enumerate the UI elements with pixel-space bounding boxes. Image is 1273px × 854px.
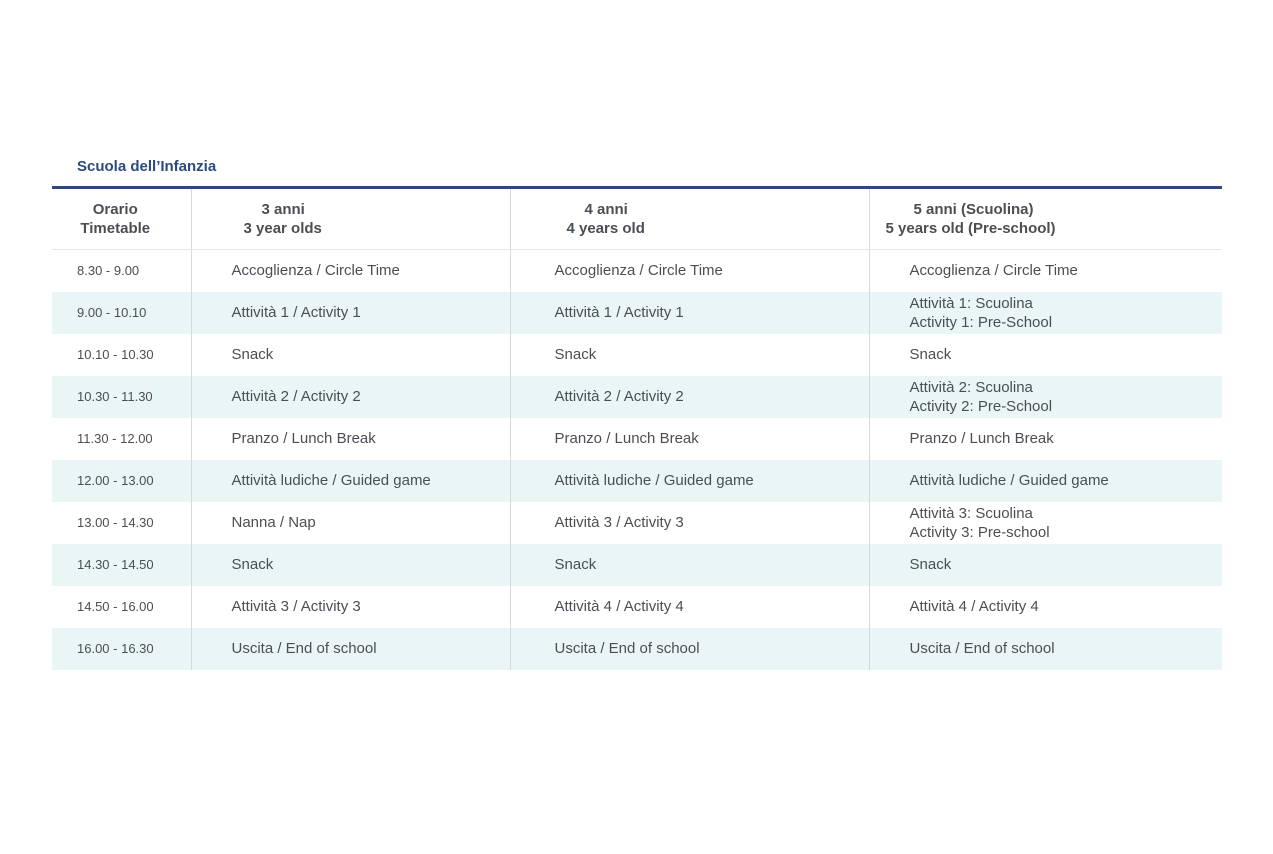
activity-5yo-cell [869, 502, 1222, 544]
time-cell: 14.30 - 14.50 [52, 544, 191, 586]
activity-4yo-cell: Accoglienza / Circle Time [510, 250, 869, 292]
header-5yo [869, 189, 1222, 250]
header-3yo-en: 3 year olds [243, 220, 322, 237]
activity-3yo-cell: Pranzo / Lunch Break [191, 418, 510, 460]
time-cell: 8.30 - 9.00 [77, 263, 140, 279]
activity-4yo-cell: Snack [510, 544, 869, 586]
activity-5yo-cell [869, 460, 1222, 502]
activity-3yo-cell: Snack [191, 334, 510, 376]
header-3yo-it: 3 anni [261, 201, 305, 218]
activity-5yo-cell [869, 544, 1222, 586]
time-cell: 12.00 - 13.00 [52, 460, 191, 502]
table-row [52, 376, 1222, 418]
header-row [52, 189, 1222, 250]
table-row [52, 586, 1222, 628]
activity-4yo-cell: Pranzo / Lunch Break [510, 418, 869, 460]
table-row [52, 250, 1222, 292]
section-title: Scuola dell’Infanzia [77, 158, 217, 175]
activity-3yo-cell: Nanna / Nap [191, 502, 510, 544]
table-row [52, 460, 1222, 502]
activity-5yo-cell [869, 628, 1222, 670]
time-cell: 11.30 - 12.00 [77, 431, 153, 446]
time-cell: 10.10 - 10.30 [77, 347, 154, 362]
activity-4yo-cell: Attività 1 / Activity 1 [510, 292, 869, 334]
header-5yo-it: 5 anni (Scuolina) [913, 201, 1034, 218]
activity-5yo-cell [869, 250, 1222, 292]
time-cell: 16.00 - 16.30 [52, 628, 191, 670]
activity-3yo-cell: Snack [191, 544, 510, 586]
activity-4yo-cell: Attività ludiche / Guided game [510, 460, 869, 502]
time-cell: 10.30 - 11.30 [52, 376, 191, 418]
activity-5yo-line: Attività 1: Scuolina [909, 294, 1033, 312]
table-row [52, 292, 1222, 334]
header-3yo [191, 189, 510, 250]
activity-5yo-line: Activity 2: Pre-School [909, 397, 1053, 415]
table-row [52, 628, 1222, 670]
header-time-en: Timetable [80, 220, 151, 237]
header-time-it: Orario [92, 201, 138, 218]
time-cell: 9.00 - 10.10 [52, 292, 191, 334]
activity-3yo-cell: Uscita / End of school [191, 628, 510, 670]
table-row [52, 502, 1222, 544]
activity-4yo-cell: Attività 4 / Activity 4 [510, 586, 869, 628]
activity-5yo-cell [869, 586, 1222, 628]
activity-5yo-cell [869, 292, 1222, 334]
activity-5yo-cell [869, 418, 1222, 460]
activity-3yo-cell: Accoglienza / Circle Time [191, 250, 510, 292]
activity-5yo-line: Attività 2: Scuolina [909, 378, 1033, 396]
table-row [52, 334, 1222, 376]
activity-5yo-line: Pranzo / Lunch Break [909, 430, 1054, 447]
activity-5yo-line: Attività ludiche / Guided game [909, 472, 1109, 489]
table-row [52, 544, 1222, 586]
header-time [52, 189, 191, 250]
activity-4yo-cell: Uscita / End of school [510, 628, 869, 670]
activity-5yo-line: Uscita / End of school [909, 640, 1055, 657]
activity-5yo-line: Snack [909, 346, 952, 363]
header-4yo-it: 4 anni [584, 201, 628, 218]
activity-5yo-line: Activity 3: Pre-school [909, 523, 1050, 541]
activity-4yo-cell: Attività 3 / Activity 3 [510, 502, 869, 544]
header-5yo-en: 5 years old (Pre-school) [885, 220, 1056, 237]
activity-4yo-cell: Attività 2 / Activity 2 [510, 376, 869, 418]
table-row [52, 418, 1222, 460]
activity-5yo-line: Accoglienza / Circle Time [909, 262, 1078, 280]
activity-3yo-cell: Attività 2 / Activity 2 [191, 376, 510, 418]
activity-5yo-line: Attività 4 / Activity 4 [909, 598, 1039, 615]
activity-3yo-cell: Attività ludiche / Guided game [191, 460, 510, 502]
time-cell: 14.50 - 16.00 [77, 599, 154, 614]
activity-5yo-line: Snack [909, 556, 952, 573]
activity-5yo-cell [869, 334, 1222, 376]
time-cell: 13.00 - 14.30 [77, 515, 154, 530]
activity-4yo-cell: Snack [510, 334, 869, 376]
activity-5yo-cell [869, 376, 1222, 418]
timetable [52, 189, 1222, 670]
header-4yo-en: 4 years old [566, 220, 645, 237]
activity-3yo-cell: Attività 3 / Activity 3 [191, 586, 510, 628]
activity-5yo-line: Attività 3: Scuolina [909, 504, 1033, 522]
activity-3yo-cell: Attività 1 / Activity 1 [191, 292, 510, 334]
header-4yo [510, 189, 869, 250]
activity-5yo-line: Activity 1: Pre-School [909, 313, 1053, 331]
